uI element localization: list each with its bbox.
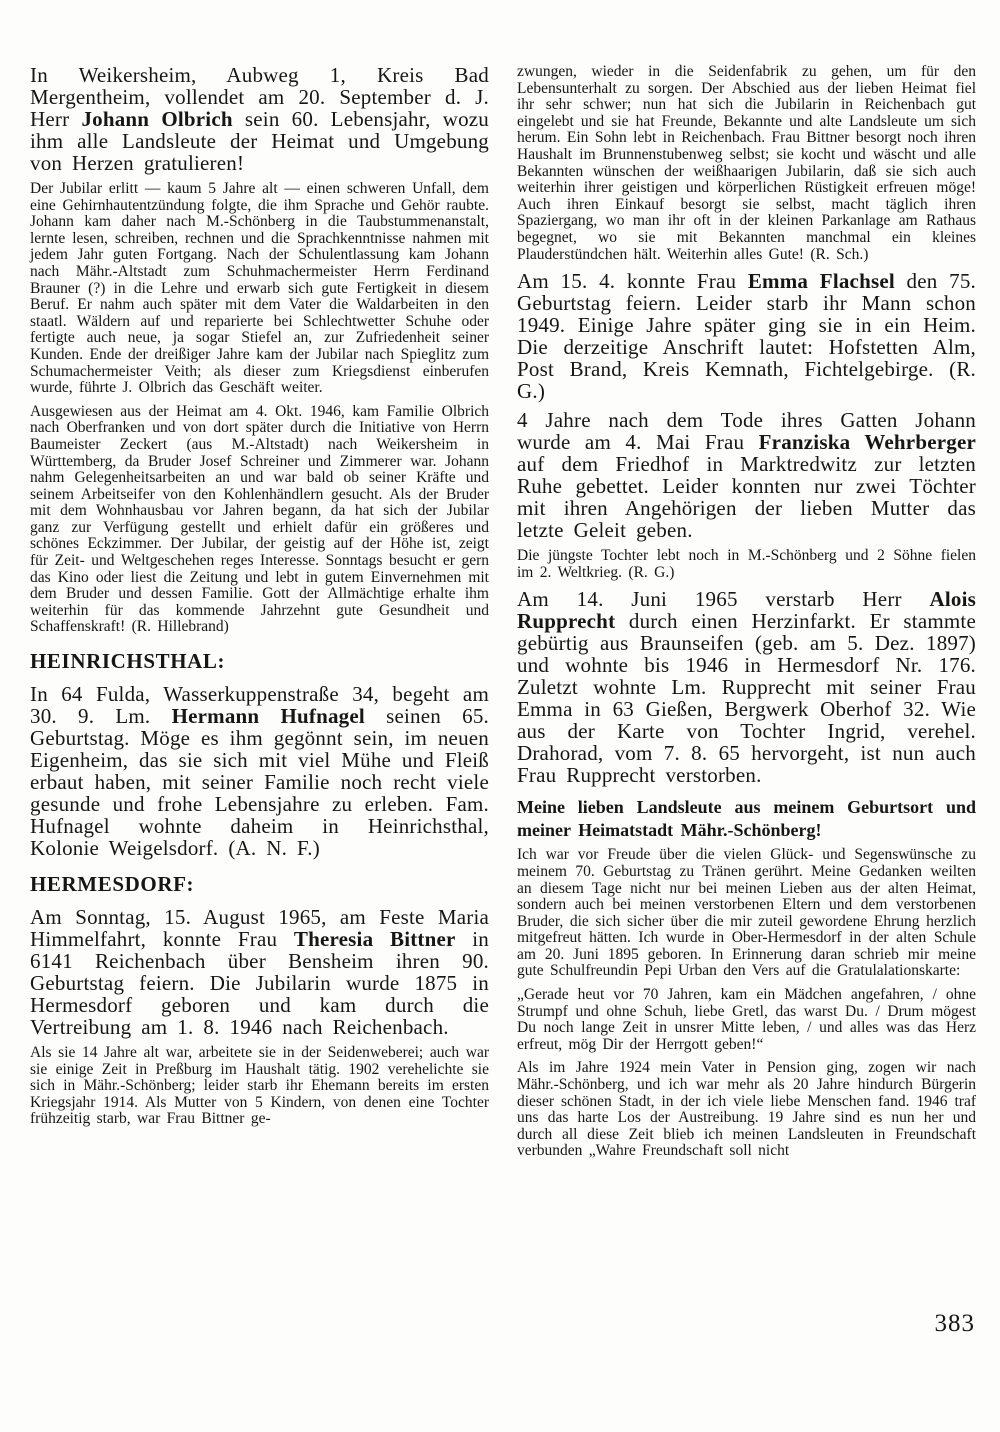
left-column — [30, 64, 489, 1167]
right-column — [517, 64, 976, 1167]
letter-verse-paragraph: „Gerade heut vor 70 Jahren, kam ein Mädchen angefahren, / ohne Strumpf und ohne Schuh, liebe Gretl, das warst Du. / Drum mögest Du noch lange Zeit in unsrer Mitte leben, / und alles was das Herz erfreut, mög Dir der Herrgott geben!“ — [517, 986, 976, 1053]
two-column-text-block — [30, 64, 976, 1167]
hufnagel-paragraph: In 64 Fulda, Wasserkuppenstraße 34, begeht am 30. 9. Lm. Hermann Hufnagel seinen 65. Geburtstag. Möge es ihm gegönnt sein, im neuen Eigenheim, das sie sich mit viel Mühe und Fleiß erbaut haben, mit seiner Familie noch recht viele gesunde und frohe Lebensjahre zu erleben. Fam. Hufnagel wohnte daheim in Heinrichsthal, Kolonie Weigelsdorf. (A. N. F.) — [30, 682, 489, 861]
bittner-intro-paragraph: Am Sonntag, 15. August 1965, am Feste Maria Himmelfahrt, konnte Frau Theresia Bittner in 6141 Reichenbach über Bensheim ihren 90. Geburtstag feiern. Die Jubilarin wurde 1875 in Hermesdorf geboren und kam durch die Vertreibung am 1. 8. 1946 nach Reichenbach. — [30, 905, 489, 1040]
letter-body-paragraph-2: Als im Jahre 1924 mein Vater in Pension ging, zogen wir nach Mähr.-Schönberg, und ich war mehr als 20 Jahre hindurch Bürgerin dieser schönen Stadt, in der ich viele liebe Menschen fand. 1946 traf uns das harte Los der Austreibung. 19 Jahre sind es nun her und durch all diese Zeit blieb ich meinen Landsleuten in Freundschaft verbunden „Wahre Freundschaft soll nicht — [517, 1059, 976, 1160]
bittner-body-paragraph: Als sie 14 Jahre alt war, arbeitete sie in der Seidenweberei; auch war sie einige Zeit in Preßburg im Haushalt tätig. 1902 verehelichte sie sich in Mähr.-Schönberg; leider starb ihr Ehemann bereits im ersten Kriegsjahr 1914. Als Mutter von 5 Kindern, von denen eine Tochter frühzeitig starb, war Frau Bittner ge- — [30, 1044, 489, 1128]
heading-hermesdorf: HERMESDORF: — [30, 872, 195, 897]
olbrich-body-paragraph-1: Der Jubilar erlitt — kaum 5 Jahre alt — einen schweren Unfall, dem eine Gehirnhautentzündung folgte, die ihm Sprache und Gehör raubte. Johann kam daher nach M.-Schönberg in die Taubstummenanstalt, lernte lesen, schreiben, rechnen und die Sprachkenntnisse nahmen mit jedem Jahr guten Fortgang. Nach der Schulentlassung kam Johann nach Mähr.-Altstadt zum Schuhmachermeister Herrn Ferdinand Brauner (?) in die Lehre und erwarb sich gute Fertigkeit in diesem Beruf. Er nahm auch später mit dem Vater die Waldarbeiten in den staatl. Wäldern auf und reparierte bei Schlechtwetter Schuhe oder fertigte auch neue, ja sogar Stiefel an, zur Zufriedenheit seiner Kunden. Ende der dreißiger Jahre kam der Jubilar nach Spieglitz zum Schumachermeister Veith; als dieser zum Kriegsdienst einberufen wurde, führte J. Olbrich das Geschäft weiter. — [30, 180, 489, 397]
letter-body-paragraph-1: Ich war vor Freude über die vielen Glück- und Segenswünsche zu meinem 70. Geburtstag zu Tränen gerührt. Meine Gedanken weilten an diesem Tage nicht nur bei meinen Lieben aus der alten Heimat, sondern auch bei meinen verstorbenen Eltern und dem verstorbenen Bruder, die sich sicher über die mir zuteil gewordene Ehrung herzlich mitgefreut hätten. Ich wurde in Ober-Hermesdorf in der alten Schule am 20. Juni 1895 geboren. In Erinnerung daran schrieb mir meine gute Schulfreundin Pepi Urban den Vers auf die Gratulalationskarte: — [517, 846, 976, 980]
wehrberger-note-paragraph: Die jüngste Tochter lebt noch in M.-Schönberg und 2 Söhne fielen im 2. Weltkrieg. (R. G.) — [517, 547, 976, 581]
wehrberger-paragraph: 4 Jahre nach dem Tode ihres Gatten Johann wurde am 4. Mai Frau Franziska Wehrberger auf dem Friedhof in Marktredwitz zur letzten Ruhe gebettet. Leider konnten nur zwei Töchter mit ihren Angehörigen der lieben Mutter das letzte Geleit geben. — [517, 408, 976, 543]
heading-heinrichsthal: HEINRICHSTHAL: — [30, 649, 226, 674]
rupprecht-paragraph: Am 14. Juni 1965 verstarb Herr Alois Rupprecht durch einen Herzinfarkt. Er stammte gebürtig aus Braunseifen (geb. am 5. Dez. 1897) und wohnte bis 1946 in Hermesdorf Nr. 176. Zuletzt wohnte Lm. Rupprecht mit seiner Frau Emma in 63 Gießen, Bergwerk Oberhof 32. Wie aus der Karte von Tochter Ingrid, verehel. Drahorad, vom 7. 8. 65 hervorgeht, ist nun auch Frau Rupprecht verstorben. — [517, 587, 976, 788]
bittner-continuation-paragraph: zwungen, wieder in die Seidenfabrik zu gehen, um für den Lebensunterhalt zu sorgen. Der Abschied aus der lieben Heimat fiel ihr sehr schwer; nun hat sich die Jubilarin in Reichenbach gut eingelebt und sie hat Freunde, Bekannte und alte Landsleute um sich herum. Ein Sohn lebt in Reichenbach. Frau Bittner besorgt noch ihren Haushalt im Brunnenstubenweg selbst; sie kocht und wäscht und alle Bekannten wünschen der weißhaarigen Jubilarin, daß sie sich auch weiterhin ihrer geistigen und körperlichen Rüstigkeit erfreuen möge! Auch ihren Einkauf besorgt sie selbst, macht täglich ihren Spaziergang, wo man ihr oft in der kleinen Parkanlage am Rathaus begegnet, wo sie mit Bekannten manchmal ein kleines Plauderstündchen hält. Weiterhin alles Gute! (R. Sch.) — [517, 63, 976, 263]
flachsel-paragraph: Am 15. 4. konnte Frau Emma Flachsel den 75. Geburtstag feiern. Leider starb ihr Mann schon 1949. Einige Jahre später ging sie in ein Heim. Die derzeitige Anschrift lautet: Hofstetten Alm, Post Brand, Kreis Kemnath, Fichtelgebirge. (R. G.) — [517, 269, 976, 404]
letter-heading: Meine lieben Landsleute aus meinem Geburtsort und meiner Heimatstadt Mähr.-Schönberg! — [517, 797, 976, 840]
olbrich-intro-paragraph: In Weikersheim, Aubweg 1, Kreis Bad Mergentheim, vollendet am 20. September d. J. Herr Johann Olbrich sein 60. Lebensjahr, wozu ihm alle Landsleute der Heimat und Umgebung von Herzen gratulieren! — [30, 63, 489, 175]
olbrich-body-paragraph-2: Ausgewiesen aus der Heimat am 4. Okt. 1946, kam Familie Olbrich nach Oberfranken und von dort später durch die Initiative von Herrn Baumeister Zeckert (aus M.-Altstadt) nach Weikersheim in Württemberg, da Bruder Josef Schreiner und Zimmerer war. Johann nahm Gelegenheitsarbeiten an und war bald ob seiner Kräfte und seinem Arbeitseifer von den Kohlenhändlern gesucht. Als der Bruder mit dem Wohnhausbau vor Jahren begann, da hat sich der Jubilar ganz zur Verfügung gestellt und erhielt dafür ein größeres und schönes Eckzimmer. Der Jubilar, der geistig auf der Höhe ist, zeigt für Zeit- und Weltgeschehen reges Interesse. Sonntags besucht er gern das Kino oder liest die Zeitung und lebt in gutem Einvernehmen mit dem Bruder und dessen Familie. Gott der Allmächtige erhalte ihm weiterhin für das kommende Jahrzehnt gute Gesundheit und Schaffenskraft! (R. Hillebrand) — [30, 402, 489, 636]
page-number: 383 — [934, 1310, 975, 1337]
